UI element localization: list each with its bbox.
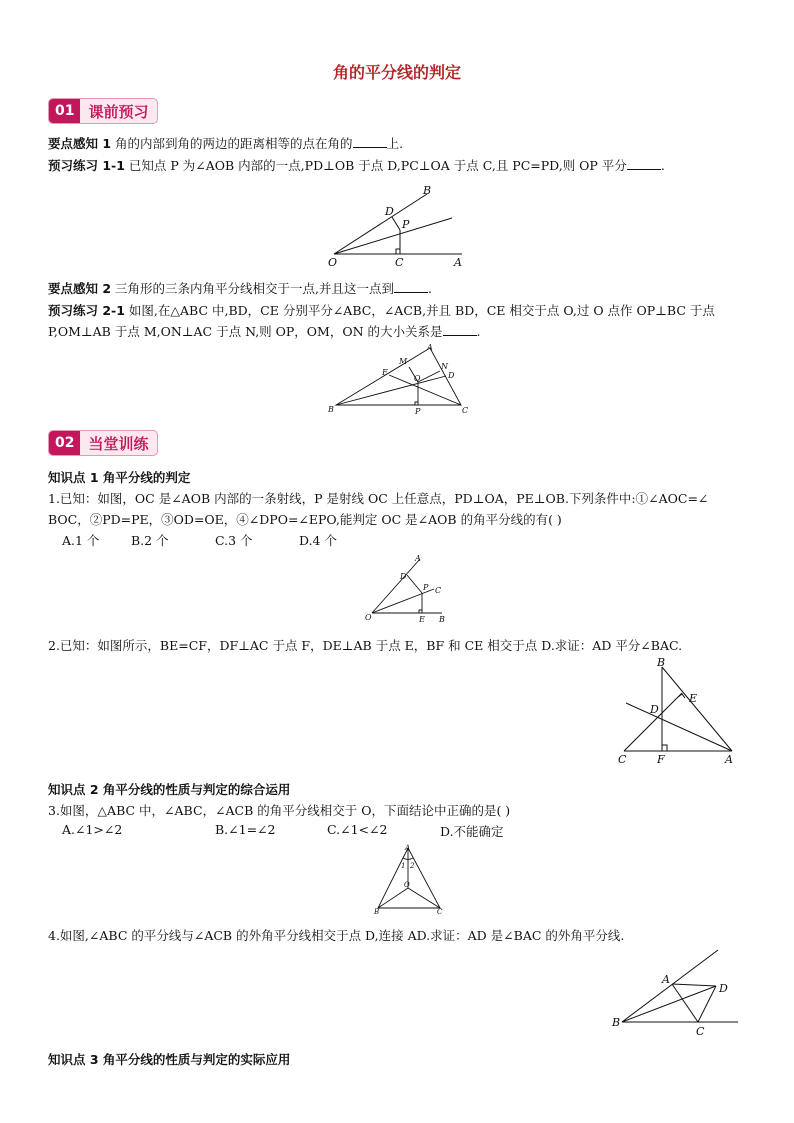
- label-d: D: [385, 205, 394, 218]
- right-angle-mark: [415, 402, 418, 405]
- knowledge-point-1-heading: 知识点 1 角平分线的判定: [48, 470, 191, 485]
- knowledge-point-3-heading: 知识点 3 角平分线的性质与判定的实际应用: [48, 1052, 291, 1067]
- text-end: 上.: [386, 136, 404, 151]
- option-a: A.1 个: [62, 533, 100, 548]
- section-header-preview: [48, 98, 158, 124]
- label-d: D: [448, 371, 455, 380]
- key-point-1: [48, 134, 403, 152]
- key-point-text: 三角形的三条内角平分线相交于一点,并且这一点到: [115, 281, 395, 296]
- section-number: 01: [49, 99, 80, 123]
- option-b: B.∠1=∠2: [215, 822, 276, 837]
- label-c: C: [696, 1025, 705, 1038]
- label-a: A: [725, 753, 733, 766]
- segment-ad: [626, 703, 732, 751]
- ray-ob: [334, 194, 427, 254]
- label-angle-2: 2: [410, 862, 415, 870]
- option-d: D.不能确定: [440, 824, 504, 839]
- option-b: B.2 个: [131, 533, 169, 548]
- label-a: A: [427, 343, 433, 352]
- page-title: 角的平分线的判定: [332, 63, 461, 82]
- right-angle-mark-e: [678, 694, 685, 698]
- label-e: E: [689, 692, 698, 705]
- exercise-label: 预习练习 2-1: [48, 303, 125, 318]
- question-4: 4.如图,∠ABC 的平分线与∠ACB 的外角平分线相交于点 D,连接 AD.求证：AD 是∠BAC 的外角平分线.: [48, 928, 625, 943]
- label-n: N: [441, 362, 448, 371]
- segment-ba: [662, 667, 732, 751]
- label-o: O: [404, 881, 410, 889]
- figure-angle-bisector-opd: [322, 182, 472, 270]
- figure-bisector-proof: [612, 655, 744, 767]
- label-b: B: [657, 656, 666, 669]
- label-b: B: [328, 405, 334, 414]
- question-3: 3.如图，△ABC 中，∠ABC，∠ACB 的角平分线相交于 O，下面结论中正确的是( ): [48, 803, 511, 818]
- label-o: O: [414, 374, 421, 383]
- label-c: C: [462, 406, 469, 415]
- question-2: 2.已知：如图所示，BE=CF，DF⊥AC 于点 F，DE⊥AB 于点 E，BF 和 CE 相交于点 D.求证：AD 平分∠BAC.: [48, 638, 683, 653]
- label-m: M: [399, 357, 408, 366]
- label-c: C: [395, 256, 404, 269]
- figure-triangle-incenter: [326, 342, 471, 416]
- figure-ray-oc: [362, 553, 450, 625]
- ray-oc: [372, 589, 434, 613]
- label-a: A: [415, 554, 421, 563]
- right-angle-mark: [396, 249, 400, 254]
- label-d: D: [400, 572, 407, 581]
- segment-bd: [336, 376, 446, 405]
- label-a: A: [454, 256, 462, 269]
- exercise-label: 预习练习 1-1: [48, 158, 125, 173]
- label-o: O: [365, 613, 372, 622]
- label-e: E: [419, 615, 425, 624]
- knowledge-point-2-heading: 知识点 2 角平分线的性质与判定的综合运用: [48, 782, 291, 797]
- figure-external-bisector: [608, 944, 742, 1040]
- label-a: A: [405, 844, 411, 852]
- exercise-text: 如图,在△ABC 中,BD，CE 分别平分∠ABC，∠ACB,并且 BD，CE 相交于点 O,过 O 点作 OP⊥BC 于点: [128, 303, 715, 318]
- segment-co: [408, 888, 440, 908]
- label-e: E: [382, 368, 388, 377]
- section-header-training: [48, 430, 158, 456]
- option-c: C.3 个: [215, 533, 253, 548]
- ray-op: [334, 218, 452, 254]
- segment-ac: [672, 984, 698, 1022]
- label-b: B: [612, 1016, 621, 1029]
- text-end: .: [476, 324, 481, 339]
- label-d: D: [719, 982, 728, 995]
- label-d: D: [650, 703, 659, 716]
- label-p: P: [415, 407, 421, 416]
- ray-oa: [372, 559, 420, 613]
- answer-blank: [443, 324, 477, 336]
- label-c: C: [618, 753, 627, 766]
- question-1-line-1: 1.已知：如图，OC 是∠AOB 内部的一条射线，P 是射线 OC 上任意点，PD⊥OA，PE⊥OB.下列条件中:①∠AOC=∠: [48, 491, 709, 506]
- exercise-2-1-continued: [48, 322, 481, 340]
- triangle-abc: [378, 848, 440, 908]
- segment-pd: [392, 217, 400, 230]
- figure-triangle-angles: [366, 842, 450, 918]
- text-end: .: [660, 158, 665, 173]
- option-c: C.∠1<∠2: [327, 822, 388, 837]
- label-b: B: [374, 908, 380, 916]
- key-point-2: [48, 279, 432, 297]
- section-title: 当堂训练: [88, 434, 149, 453]
- exercise-text: P,OM⊥AB 于点 M,ON⊥AC 于点 N,则 OP，OM，ON 的大小关系是: [48, 324, 443, 339]
- label-a: A: [662, 973, 670, 986]
- question-1-line-2: BOC，②PD=PE，③OD=OE，④∠DPO=∠EPO,能判定 OC 是∠AOB 的角平分线的有( ): [48, 512, 562, 527]
- right-angle-mark: [419, 610, 422, 613]
- section-title: 课前预习: [88, 102, 149, 121]
- answer-blank: [353, 136, 387, 148]
- exercise-1-1: [48, 156, 665, 174]
- option-d: D.4 个: [299, 533, 337, 548]
- label-b: B: [439, 615, 445, 624]
- label-p: P: [423, 583, 429, 592]
- label-f: F: [657, 753, 665, 766]
- section-number: 02: [49, 431, 80, 455]
- key-point-text: 角的内部到角的两边的距离相等的点在角的: [115, 136, 353, 151]
- segment-ce: [624, 693, 682, 751]
- answer-blank: [627, 158, 661, 170]
- exercise-2-1: [48, 301, 715, 319]
- segment-ad: [672, 984, 716, 986]
- key-point-label: 要点感知 2: [48, 281, 112, 296]
- segment-bd: [622, 986, 716, 1022]
- segment-pd: [407, 575, 422, 593]
- label-p: P: [402, 218, 410, 231]
- label-c: C: [435, 586, 442, 595]
- label-o: O: [328, 256, 338, 269]
- right-angle-mark-f: [662, 745, 667, 751]
- label-c: C: [437, 908, 443, 916]
- label-angle-1: 1: [401, 862, 406, 870]
- answer-blank: [394, 281, 428, 293]
- text-end: .: [428, 281, 433, 296]
- key-point-label: 要点感知 1: [48, 136, 112, 151]
- option-a: A.∠1>∠2: [62, 822, 123, 837]
- exercise-text: 已知点 P 为∠AOB 内部的一点,PD⊥OB 于点 D,PC⊥OA 于点 C,且 PC=PD,则 OP 平分: [128, 158, 627, 173]
- label-b: B: [423, 184, 432, 197]
